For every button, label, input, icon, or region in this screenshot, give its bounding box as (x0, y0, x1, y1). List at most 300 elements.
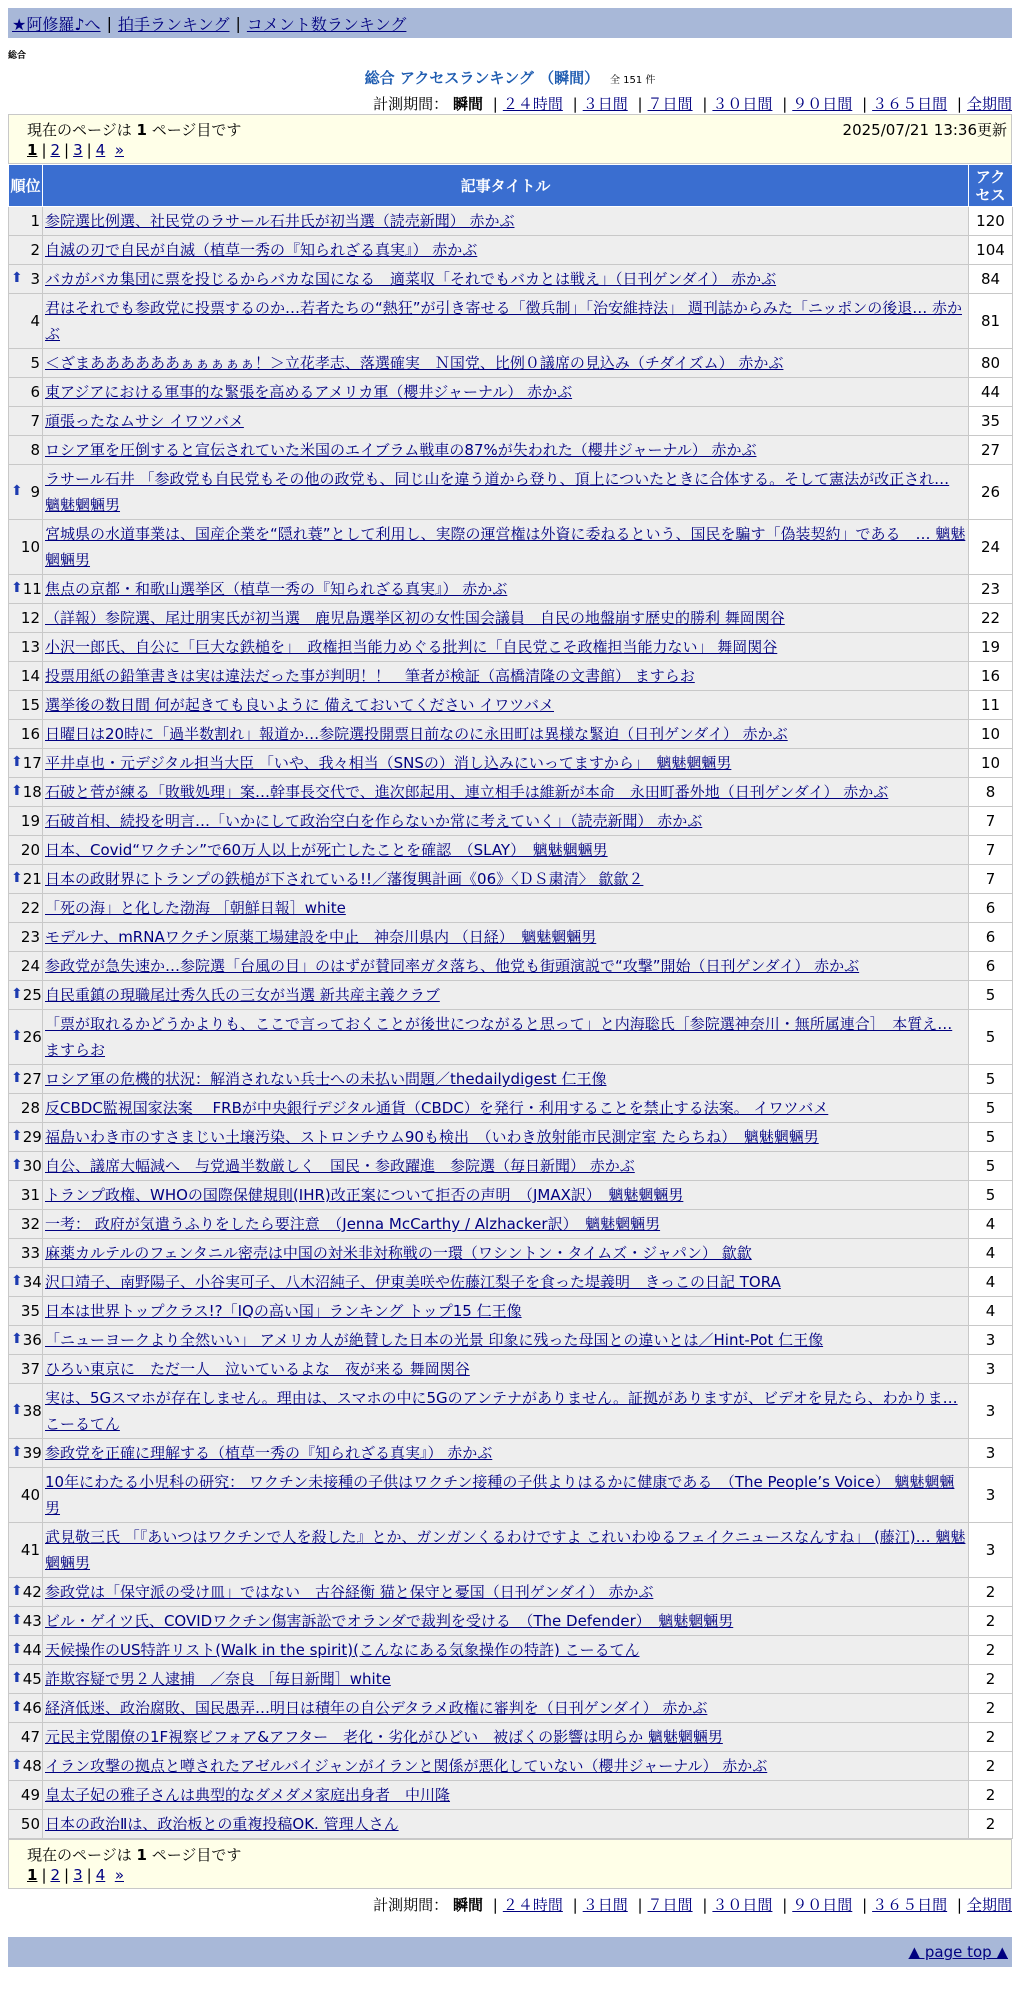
table-row (9, 1065, 1013, 1094)
period-link-24h[interactable]: ２４時間 (502, 1896, 563, 1914)
article-link[interactable]: 日曜日は20時に「過半数割れ」報道か…参院選投開票日前なのに永田町は異様な緊迫（日刊ゲンダイ） 赤かぶ (45, 725, 788, 743)
title-cell (43, 1094, 969, 1123)
article-link[interactable]: 選挙後の数日間 何が起きても良いように 備えておいてください イワツバメ (45, 696, 555, 714)
access-count: 24 (969, 520, 1013, 575)
rank-cell (9, 749, 43, 778)
rank-number: 36 (22, 1331, 42, 1349)
title-cell (43, 465, 969, 520)
article-link[interactable]: 石破と菅が練る「敗戦処理」案…幹事長交代で、進次郎起用、連立相手は維新が本命 永田町番外地（日刊ゲンダイ） 赤かぶ (45, 783, 889, 801)
rank-number: 42 (22, 1583, 42, 1601)
up-arrow-icon: ⬆ (11, 986, 23, 1002)
title-cell (43, 207, 969, 236)
rank-cell (9, 407, 43, 436)
pager-link-4[interactable]: 4 (95, 141, 106, 159)
title-cell (43, 1468, 969, 1523)
article-link[interactable]: 皇太子妃の雅子さんは典型的なダメダメ家庭出身者 中川隆 (45, 1786, 451, 1804)
table-row (9, 1210, 1013, 1239)
access-count: 6 (969, 894, 1013, 923)
rank-number: 22 (20, 899, 40, 917)
rank-number: 33 (20, 1244, 40, 1262)
up-arrow-icon: ⬆ (11, 580, 23, 596)
access-count: 5 (969, 1181, 1013, 1210)
access-count: 7 (969, 836, 1013, 865)
rank-number: 47 (20, 1728, 40, 1746)
title-cell (43, 1239, 969, 1268)
access-count: 84 (969, 265, 1013, 294)
article-link[interactable]: 参政党が急失速か…参院選「台風の目」のはずが賛同率ガタ落ち、他党も街頭演説で“攻撃”開始（日刊ゲンダイ） 赤かぶ (45, 957, 860, 975)
table-row (9, 749, 1013, 778)
period-link-all[interactable]: 全期間 (966, 1896, 1012, 1914)
table-row (9, 981, 1013, 1010)
rank-number: 19 (20, 812, 40, 830)
pager-next[interactable]: » (114, 141, 124, 159)
table-row (9, 236, 1013, 265)
title-cell (43, 778, 969, 807)
access-count: 2 (969, 1665, 1013, 1694)
article-link[interactable]: 一考： 政府が気遣うふりをしたら要注意 （Jenna McCarthy / Alzhacker訳） 魑魅魍魎男 (45, 1215, 661, 1233)
rank-cell (9, 691, 43, 720)
table-row (9, 207, 1013, 236)
title-cell (43, 1152, 969, 1181)
article-link[interactable]: 「票が取れるかどうかよりも、ここで言っておくことが後世につながると思って」と内海聡氏［参院選神奈川・無所属連合］ 本質え… ますらお (45, 1015, 953, 1059)
table-row (9, 1297, 1013, 1326)
rank-number: 1 (30, 212, 40, 230)
col-header-title: 記事タイトル (43, 165, 969, 207)
rank-cell (9, 465, 43, 520)
rank-cell (9, 294, 43, 349)
article-link[interactable]: 元民主党閣僚の1F視察ビフォア&アフター 老化・劣化がひどい 被ばくの影響は明らか 魑魅魍魎男 (45, 1728, 723, 1746)
rank-number: 39 (22, 1444, 42, 1462)
table-row (9, 1665, 1013, 1694)
table-row (9, 923, 1013, 952)
rank-cell (9, 633, 43, 662)
up-arrow-icon: ⬆ (11, 1444, 23, 1460)
title-cell (43, 952, 969, 981)
pager-next[interactable]: » (114, 1866, 124, 1884)
rank-number: 2 (30, 241, 40, 259)
title-cell (43, 1010, 969, 1065)
article-link[interactable]: ロシア軍を圧倒すると宣伝されていた米国のエイブラム戦車の87%が失われた（櫻井ジャーナル） 赤かぶ (45, 441, 757, 459)
article-link[interactable]: 宮城県の水道事業は、国産企業を“隠れ蓑”として利用し、実際の運営権は外資に委ねるという、国民を騙す「偽装契約」である … 魑魅魍魎男 (45, 525, 966, 569)
title-cell (43, 1665, 969, 1694)
rank-cell (9, 1239, 43, 1268)
article-link[interactable]: 東アジアにおける軍事的な緊張を高めるアメリカ軍（櫻井ジャーナル） 赤かぶ (45, 383, 573, 401)
title-cell (43, 604, 969, 633)
access-count: 10 (969, 749, 1013, 778)
title-cell (43, 1723, 969, 1752)
table-row (9, 1355, 1013, 1384)
rank-number: 7 (30, 412, 40, 430)
rank-number: 49 (20, 1786, 40, 1804)
up-arrow-icon: ⬆ (11, 1070, 23, 1086)
access-count: 2 (969, 1752, 1013, 1781)
rank-cell (9, 1439, 43, 1468)
rank-cell (9, 1523, 43, 1578)
rank-cell (9, 952, 43, 981)
rank-cell (9, 1810, 43, 1839)
table-row (9, 265, 1013, 294)
access-count: 104 (969, 236, 1013, 265)
article-link[interactable]: 10年にわたる小児科の研究： ワクチン未接種の子供はワクチン接種の子供よりはるかに健康である （The People’s Voice） 魑魅魍魎男 (45, 1473, 955, 1517)
rank-cell (9, 662, 43, 691)
pager-link-2[interactable]: 2 (50, 1866, 61, 1884)
access-count: 6 (969, 923, 1013, 952)
article-link[interactable]: 実は、5Gスマホが存在しません。理由は、スマホの中に5Gのアンテナがありません。証拠がありますが、ビデオを見たら、わかりま… こーるてん (45, 1389, 958, 1433)
article-link[interactable]: 武見敬三氏 「『あいつはワクチンで人を殺した』とか、ガンガンくるわけですよ これいわゆるフェイクニュースなんすね」 (藤江)… 魑魅魍魎男 (45, 1528, 966, 1572)
table-row (9, 1439, 1013, 1468)
rank-cell (9, 1297, 43, 1326)
rank-cell (9, 1152, 43, 1181)
pager-bottom: 1 | 2 | 3 | 4 » (27, 1866, 124, 1884)
article-link[interactable]: 沢口靖子、南野陽子、小谷実可子、八木沼純子、伊東美咲や佐藤江梨子を食った堤義明 きっこの日記 TORA (45, 1273, 781, 1291)
rank-cell (9, 1384, 43, 1439)
article-link[interactable]: 反CBDC監視国家法案 FRBが中央銀行デジタル通貨（CBDC）を発行・利用することを禁止する法案。 イワツバメ (45, 1099, 829, 1117)
access-count: 3 (969, 1439, 1013, 1468)
up-arrow-icon: ⬆ (11, 1331, 23, 1347)
access-count: 26 (969, 465, 1013, 520)
access-count: 8 (969, 778, 1013, 807)
period-link-all[interactable]: 全期間 (966, 95, 1012, 113)
access-count: 27 (969, 436, 1013, 465)
table-row (9, 1384, 1013, 1439)
table-row (9, 720, 1013, 749)
rank-cell (9, 1065, 43, 1094)
title-cell (43, 807, 969, 836)
title-cell (43, 1210, 969, 1239)
nav-sep: | (106, 13, 112, 33)
rank-number: 43 (22, 1612, 42, 1630)
rank-cell (9, 1468, 43, 1523)
period-link-3d[interactable]: ３日間 (582, 95, 628, 113)
nav-sep: | (235, 13, 241, 33)
title-cell (43, 265, 969, 294)
title-cell (43, 1810, 969, 1839)
title-cell (43, 1578, 969, 1607)
rank-number: 40 (20, 1486, 40, 1504)
access-count: 11 (969, 691, 1013, 720)
rank-cell (9, 1665, 43, 1694)
nav-link-clap-ranking[interactable]: 拍手ランキング (117, 14, 230, 34)
title-cell (43, 1523, 969, 1578)
article-link[interactable]: 日本の政財界にトランプの鉄槌が下されている!!／藩復興計画《06》〈ＤＳ粛清〉 歙歙２ (45, 870, 644, 888)
period-current: 瞬間 (452, 1896, 483, 1914)
rank-cell (9, 1010, 43, 1065)
rank-number: 23 (20, 928, 40, 946)
title-cell (43, 1268, 969, 1297)
rank-cell (9, 778, 43, 807)
rank-cell (9, 265, 43, 294)
article-link[interactable]: 自民重鎮の現職尾辻秀久氏の三女が当選 新共産主義クラブ (45, 986, 440, 1004)
rank-number: 5 (30, 354, 40, 372)
access-count: 5 (969, 1123, 1013, 1152)
article-link[interactable]: 天候操作のUS特許リスト(Walk in the spirit)(こんなにある気象操作の特許) こーるてん (45, 1641, 640, 1659)
table-row (9, 778, 1013, 807)
period-link-7d[interactable]: ７日間 (647, 1896, 693, 1914)
article-link[interactable]: ひろい東京に ただ一人 泣いているよな 夜が来る 舞岡関谷 (45, 1360, 470, 1378)
rank-cell (9, 836, 43, 865)
rank-cell (9, 981, 43, 1010)
ranking-table (8, 164, 1013, 1839)
title-cell (43, 1123, 969, 1152)
category-label: 総合 (8, 51, 27, 61)
period-link-7d[interactable]: ７日間 (647, 95, 693, 113)
article-link[interactable]: 焦点の京都・和歌山選挙区（植草一秀の『知られざる真実』） 赤かぶ (45, 580, 508, 598)
rank-number: 26 (22, 1028, 42, 1046)
table-row (9, 1239, 1013, 1268)
period-selector-bottom: 計測期間： 瞬間 | ２４時間 | ３日間 | ７日間 | ３０日間 | ９０日間 | ３６５日間 | 全期間 (373, 1896, 1012, 1914)
rank-number: 44 (22, 1641, 42, 1659)
article-link[interactable]: 福島いわき市のすさまじい土壌汚染、ストロンチウム90も検出 （いわき放射能市民測定室 たらちね） 魑魅魍魎男 (45, 1128, 819, 1146)
article-link[interactable]: ビル・ゲイツ氏、COVIDワクチン傷害訴訟でオランダで裁判を受ける （The Defender） 魑魅魍魎男 (45, 1612, 734, 1630)
rank-number: 18 (22, 783, 42, 801)
article-link[interactable]: 「死の海」と化した渤海 ［朝鮮日報］white (45, 899, 346, 917)
article-link[interactable]: バカがバカ集団に票を投じるからバカな国になる 適菜収「それでもバカとは戦え」（日刊ゲンダイ） 赤かぶ (45, 270, 777, 288)
rank-number: 4 (30, 312, 40, 330)
access-count: 2 (969, 1694, 1013, 1723)
rank-number: 9 (30, 483, 40, 501)
period-current: 瞬間 (452, 95, 483, 113)
pager-current[interactable]: 1 (27, 1866, 38, 1884)
article-link[interactable]: 経済低迷、政治腐敗、国民愚弄…明日は積年の自公デタラメ政権に審判を（日刊ゲンダイ） 赤かぶ (45, 1699, 708, 1717)
rank-cell (9, 1781, 43, 1810)
table-row (9, 662, 1013, 691)
access-count: 120 (969, 207, 1013, 236)
rank-cell (9, 1636, 43, 1665)
article-link[interactable]: 日本、Covid“ワクチン”で60万人以上が死亡したことを確認 （SLAY） 魑魅魍魎男 (45, 841, 608, 859)
page-info: 現在のページは 1 ページ目です (27, 121, 242, 139)
up-arrow-icon: ⬆ (11, 1028, 23, 1044)
pager-current[interactable]: 1 (27, 141, 38, 159)
access-count: 2 (969, 1607, 1013, 1636)
article-link[interactable]: 自滅の刃で自民が自滅（植草一秀の『知られざる真実』） 赤かぶ (45, 241, 478, 259)
access-count: 3 (969, 1326, 1013, 1355)
title-cell (43, 1297, 969, 1326)
period-link-24h[interactable]: ２４時間 (502, 95, 563, 113)
pager-link-3[interactable]: 3 (73, 1866, 83, 1884)
article-link[interactable]: ラサール石井 「参政党も自民党もその他の政党も、同じ山を違う道から登り、頂上についたときに合体する。そして憲法が改正され… 魑魅魍魎男 (45, 470, 950, 514)
nav-link-comment-ranking[interactable]: コメント数ランキング (246, 14, 407, 34)
table-row (9, 1607, 1013, 1636)
up-arrow-icon: ⬆ (11, 870, 23, 886)
period-link-365d[interactable]: ３６５日間 (872, 95, 948, 113)
article-link[interactable]: ＜ざまああああああぁぁぁぁぁ！＞立花孝志、落選確実 Ｎ国党、比例０議席の見込み（チダイズム） 赤かぶ (45, 354, 784, 372)
article-link[interactable]: ロシア軍の危機的状況：解消されない兵士への未払い問題／thedailydigest 仁王像 (45, 1070, 607, 1088)
rank-number: 46 (22, 1699, 42, 1717)
rank-number: 34 (22, 1273, 42, 1291)
access-count: 3 (969, 1384, 1013, 1439)
title-cell (43, 1065, 969, 1094)
title-cell (43, 1439, 969, 1468)
title-cell (43, 865, 969, 894)
article-link[interactable]: 「ニューヨークより全然いい」 アメリカ人が絶賛した日本の光景 印象に残った母国との違いとは／Hint-Pot 仁王像 (45, 1331, 824, 1349)
rank-cell (9, 1578, 43, 1607)
pager-link-2[interactable]: 2 (50, 141, 61, 159)
up-arrow-icon: ⬆ (11, 1157, 23, 1173)
rank-cell (9, 1094, 43, 1123)
title-cell (43, 236, 969, 265)
rank-cell (9, 894, 43, 923)
rank-number: 8 (30, 441, 40, 459)
rank-cell (9, 1694, 43, 1723)
table-row (9, 465, 1013, 520)
article-link[interactable]: 参政党を正確に理解する（植草一秀の『知られざる真実』） 赤かぶ (45, 1444, 493, 1462)
access-count: 4 (969, 1210, 1013, 1239)
access-count: 5 (969, 1094, 1013, 1123)
rank-cell (9, 1607, 43, 1636)
table-row (9, 1636, 1013, 1665)
access-count: 2 (969, 1781, 1013, 1810)
rank-number: 25 (22, 986, 42, 1004)
access-count: 10 (969, 720, 1013, 749)
article-link[interactable]: （詳報）参院選、尾辻朋実氏が初当選 鹿児島選挙区初の女性国会議員 自民の地盤崩す歴史的勝利 舞岡関谷 (45, 609, 785, 627)
table-row (9, 1268, 1013, 1297)
title-cell (43, 575, 969, 604)
rank-cell (9, 1355, 43, 1384)
top-nav (8, 8, 1012, 38)
nav-link-home[interactable]: ★阿修羅♪へ (12, 14, 101, 34)
title-cell (43, 1752, 969, 1781)
rank-cell (9, 575, 43, 604)
table-row (9, 633, 1013, 662)
title-cell (43, 1781, 969, 1810)
total-count: 全 151 件 (609, 75, 656, 86)
up-arrow-icon: ⬆ (11, 1699, 23, 1715)
pager-link-4[interactable]: 4 (95, 1866, 106, 1884)
title-row (0, 67, 1020, 88)
rank-cell (9, 1268, 43, 1297)
period-link-90d[interactable]: ９０日間 (792, 95, 853, 113)
article-link[interactable]: モデルナ、mRNAワクチン原薬工場建設を中止 神奈川県内 （日経） 魑魅魍魎男 (45, 928, 597, 946)
title-cell (43, 633, 969, 662)
access-count: 6 (969, 952, 1013, 981)
rank-cell (9, 923, 43, 952)
access-count: 19 (969, 633, 1013, 662)
rank-cell (9, 807, 43, 836)
title-cell (43, 1636, 969, 1665)
rank-number: 15 (20, 696, 40, 714)
article-link[interactable]: 日本の政治Ⅱは、政治板との重複投稿OK. 管理人さん (45, 1815, 399, 1833)
up-arrow-icon: ⬆ (11, 1128, 23, 1144)
rank-cell (9, 1723, 43, 1752)
rank-number: 21 (22, 870, 42, 888)
access-count: 2 (969, 1810, 1013, 1839)
title-cell (43, 691, 969, 720)
period-link-30d[interactable]: ３０日間 (712, 95, 773, 113)
access-count: 2 (969, 1578, 1013, 1607)
up-arrow-icon: ⬆ (11, 483, 23, 499)
article-link[interactable]: イラン攻撃の拠点と噂されたアゼルバイジャンがイランと関係が悪化していない（櫻井ジャーナル） 赤かぶ (45, 1757, 768, 1775)
rank-number: 6 (30, 383, 40, 401)
pager-link-3[interactable]: 3 (73, 141, 83, 159)
rank-number: 31 (20, 1186, 40, 1204)
access-count: 16 (969, 662, 1013, 691)
article-link[interactable]: 詐欺容疑で男２人逮捕 ／奈良 ［毎日新聞］white (45, 1670, 391, 1688)
access-count: 5 (969, 1152, 1013, 1181)
title-cell (43, 1384, 969, 1439)
pager-top: 1 | 2 | 3 | 4 » (27, 141, 124, 159)
table-row (9, 1752, 1013, 1781)
up-arrow-icon: ⬆ (11, 1757, 23, 1773)
title-cell (43, 1181, 969, 1210)
title-cell (43, 1326, 969, 1355)
table-row (9, 807, 1013, 836)
up-arrow-icon: ⬆ (11, 1583, 23, 1599)
article-link[interactable]: トランプ政権、WHOの国際保健規則(IHR)改正案について拒否の声明 （JMAX訳） 魑魅魍魎男 (45, 1186, 684, 1204)
rank-number: 24 (20, 957, 40, 975)
up-arrow-icon: ⬆ (11, 783, 23, 799)
period-link-3d[interactable]: ３日間 (582, 1896, 628, 1914)
access-count: 3 (969, 1355, 1013, 1384)
article-link[interactable]: 君はそれでも参政党に投票するのか…若者たちの“熱狂”が引き寄せる「徴兵制」「治安維持法」 週刊誌からみた「ニッポンの後退… 赤かぶ (45, 299, 962, 343)
rank-number: 17 (22, 754, 42, 772)
table-row (9, 1181, 1013, 1210)
table-row (9, 1326, 1013, 1355)
rank-cell (9, 520, 43, 575)
title-cell (43, 1355, 969, 1384)
article-link[interactable]: 頑張ったなムサシ イワツバメ (45, 412, 244, 430)
rank-cell (9, 1181, 43, 1210)
rank-cell (9, 1210, 43, 1239)
table-row (9, 1810, 1013, 1839)
rank-number: 30 (22, 1157, 42, 1175)
up-arrow-icon: ⬆ (11, 754, 23, 770)
title-cell (43, 662, 969, 691)
access-count: 23 (969, 575, 1013, 604)
access-count: 4 (969, 1297, 1013, 1326)
rank-number: 12 (20, 609, 40, 627)
title-cell (43, 981, 969, 1010)
rank-cell (9, 720, 43, 749)
article-link[interactable]: 小沢一郎氏、自公に「巨大な鉄槌を」 政権担当能力めぐる批判に「自民党こそ政権担当能力ない」 舞岡関谷 (45, 638, 778, 656)
rank-number: 29 (22, 1128, 42, 1146)
article-link[interactable]: 平井卓也・元デジタル担当大臣 「いや、我々相当（SNSの）消し込みにいってますから」 魑魅魍魎男 (45, 754, 732, 772)
period-selector-top: 計測期間： 瞬間 | ２４時間 | ３日間 | ７日間 | ３０日間 | ９０日間 | ３６５日間 | 全期間 (373, 95, 1012, 113)
table-row (9, 836, 1013, 865)
article-link[interactable]: 投票用紙の鉛筆書きは実は違法だった事が判明！！ 筆者が検証（高橋清隆の文書館） ますらお (45, 667, 695, 685)
page-top-link[interactable]: ▲ page top ▲ (908, 1943, 1008, 1961)
article-link[interactable]: 麻薬カルテルのフェンタニル密売は中国の対米非対称戦の一環（ワシントン・タイムズ・ジャパン） 歙歙 (45, 1244, 752, 1262)
up-arrow-icon: ⬆ (11, 1273, 23, 1289)
up-arrow-icon: ⬆ (11, 1402, 23, 1418)
article-link[interactable]: 参院選比例選、社民党のラサール石井氏が初当選（読売新聞） 赤かぶ (45, 212, 515, 230)
access-count: 35 (969, 407, 1013, 436)
rank-number: 37 (20, 1360, 40, 1378)
title-cell (43, 720, 969, 749)
access-count: 44 (969, 378, 1013, 407)
col-header-rank: 順位 (9, 165, 43, 207)
rank-cell (9, 436, 43, 465)
table-row (9, 1578, 1013, 1607)
rank-cell (9, 349, 43, 378)
period-link-30d[interactable]: ３０日間 (712, 1896, 773, 1914)
page-title: 総合 アクセスランキング （瞬間） (364, 69, 600, 87)
rank-number: 20 (20, 841, 40, 859)
article-link[interactable]: 石破首相、続投を明言…「いかにして政治空白を作らないか常に考えていく」（読売新聞） 赤かぶ (45, 812, 703, 830)
up-arrow-icon: ⬆ (11, 1670, 23, 1686)
table-row (9, 575, 1013, 604)
title-cell (43, 749, 969, 778)
period-link-365d[interactable]: ３６５日間 (872, 1896, 948, 1914)
access-count: 4 (969, 1239, 1013, 1268)
article-link[interactable]: 参政党は「保守派の受け皿」ではない 古谷経衡 猫と保守と憂国（日刊ゲンダイ） 赤かぶ (45, 1583, 654, 1601)
article-link[interactable]: 自公、議席大幅減へ 与党過半数厳しく 国民・参政躍進 参院選（毎日新聞） 赤かぶ (45, 1157, 635, 1175)
period-link-90d[interactable]: ９０日間 (792, 1896, 853, 1914)
up-arrow-icon: ⬆ (11, 1612, 23, 1628)
table-row (9, 1694, 1013, 1723)
table-row (9, 1523, 1013, 1578)
access-count: 2 (969, 1723, 1013, 1752)
article-link[interactable]: 日本は世界トップクラス!?「IQの高い国」ランキング トップ15 仁王像 (45, 1302, 522, 1320)
